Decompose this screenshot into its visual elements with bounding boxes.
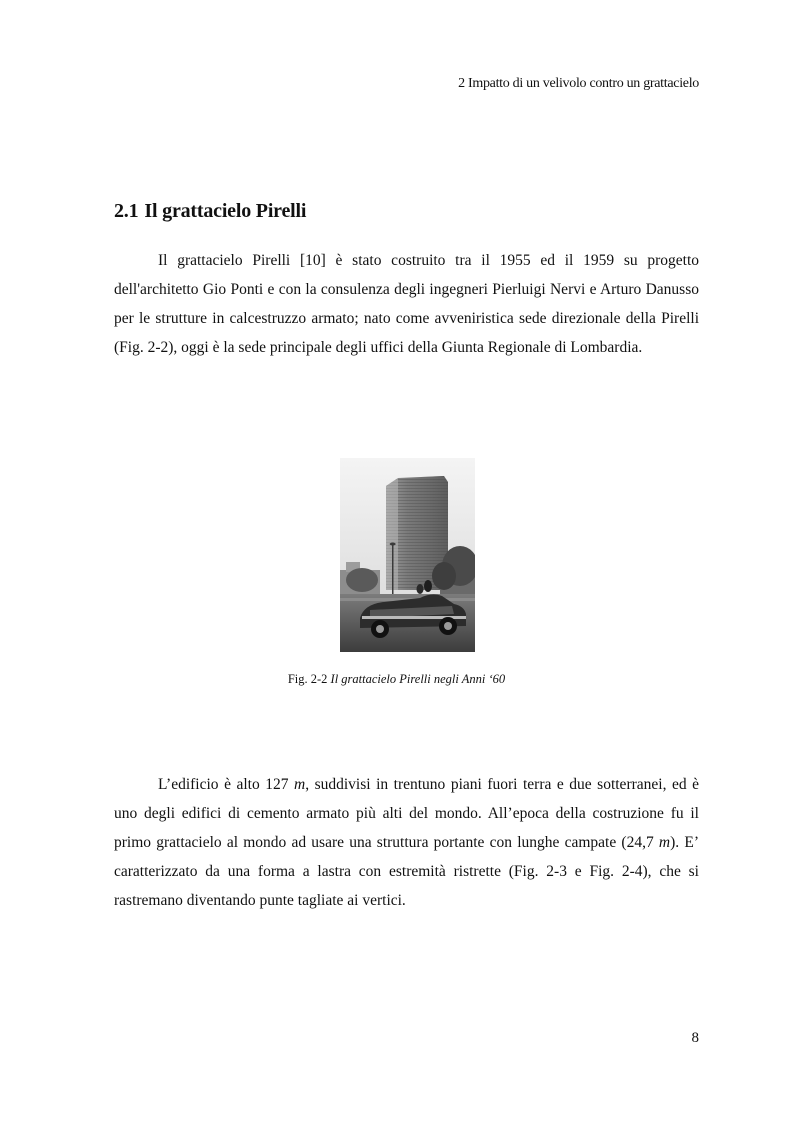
section-number: 2.1 bbox=[114, 200, 139, 222]
figure-caption-label: Fig. 2-2 bbox=[287, 672, 331, 686]
unit-meters: m bbox=[293, 776, 306, 793]
unit-meters: m bbox=[658, 834, 671, 851]
paragraph-1: Il grattacielo Pirelli [10] è stato costruito tra il 1955 ed il 1959 su progetto dell'architetto Gio Ponti e con la consulenza degli ingegneri Pierluigi Nervi e Arturo Danusso per le strutture in calcestruzzo armato; nato come avveniristica sede direzionale della Pirelli (Fig. 2-2), oggi è la sede principale degli uffici della Giunta Regionale di Lombardia. bbox=[114, 252, 699, 356]
paragraph-2-part-a: L’edificio è alto 127 bbox=[158, 776, 294, 793]
paragraph-2-part-b: , suddivisi in trentuno piani fuori terra e due sotterranei, ed è uno degli edifici di cemento armato più alti del mondo. All’epoca della costruzione fu il primo grattacielo al mondo ad usare una struttura portante con lunghe campate (24,7 bbox=[114, 776, 699, 851]
figure-caption-text: Il grattacielo Pirelli negli Anni ‘60 bbox=[330, 672, 506, 686]
figure-caption bbox=[0, 672, 793, 687]
section-title bbox=[114, 200, 306, 223]
section-title-text: Il grattacielo Pirelli bbox=[144, 200, 307, 222]
running-header: 2 Impatto di un velivolo contro un grattacielo bbox=[458, 76, 699, 91]
page-number: 8 bbox=[691, 1030, 699, 1046]
paragraph-2 bbox=[114, 770, 699, 915]
paragraph-2-part-c: ). E’ caratterizzato da una forma a lastra con estremità ristrette (Fig. 2-3 e Fig. 2-4), che si rastremano diventando punte tagliate ai vertici. bbox=[114, 834, 699, 909]
photo-pirelli-tower bbox=[340, 458, 475, 652]
figure-pirelli-photo bbox=[340, 458, 475, 652]
